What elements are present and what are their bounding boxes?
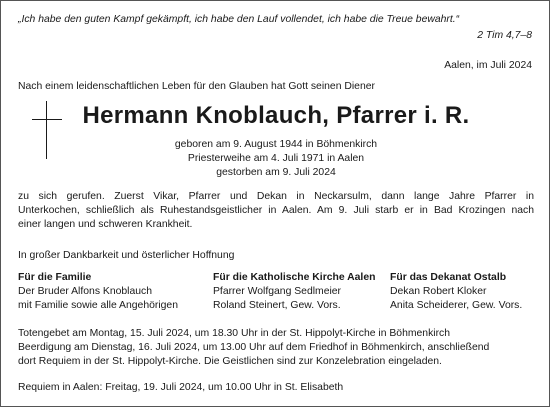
funeral-services	[18, 327, 534, 369]
mourner-line: Roland Steinert, Gew. Vors.	[213, 300, 341, 311]
biography-line: Unterkochen, schließlich als Ruhestandsgeistlicher in Aalen. Am 9. Juli starb er in Bad Krozingen nach	[18, 205, 534, 216]
place-date: Aalen, im Juli 2024	[444, 60, 532, 71]
requiem-info: Requiem in Aalen: Freitag, 19. Juli 2024, um 10.00 Uhr in St. Elisabeth	[18, 382, 344, 393]
mourners-heading: Für die Familie	[18, 272, 92, 283]
intro-text: Nach einem leidenschaftlichen Leben für den Glauben hat Gott seinen Diener	[18, 81, 375, 92]
bible-reference: 2 Tim 4,7–8	[477, 30, 532, 41]
service-line: dort Requiem in der St. Hippolyt-Kirche. Die Geistlichen sind zur Konzelebration eingeladen.	[18, 356, 442, 367]
life-dates	[1, 138, 550, 180]
deceased-name: Hermann Knoblauch, Pfarrer i. R.	[82, 102, 470, 129]
mourners-family	[18, 271, 178, 313]
death-date: gestorben am 9. Juli 2024	[216, 167, 336, 178]
bible-quote: „Ich habe den guten Kampf gekämpft, ich habe den Lauf vollendet, ich habe die Treue bewahrt.“	[18, 14, 460, 25]
birth-date: geboren am 9. August 1944 in Böhmenkirch	[174, 139, 378, 150]
mourner-line: mit Familie sowie alle Angehörigen	[18, 300, 178, 311]
biography-line: zu sich gerufen. Zuerst Vikar, Pfarrer und Dekan in Neckarsulm, dann lange Jahre Pfarrer in	[18, 191, 534, 202]
mourner-line: Der Bruder Alfons Knoblauch	[18, 286, 153, 297]
mourner-line: Dekan Robert Kloker	[390, 286, 487, 297]
mourners-deanery	[390, 271, 522, 313]
mourner-line: Pfarrer Wolfgang Sedlmeier	[213, 286, 342, 297]
mourners-church	[213, 271, 375, 313]
mourners-heading: Für die Katholische Kirche Aalen	[213, 272, 376, 283]
biography-line: einer langen und schweren Krankheit.	[18, 219, 193, 230]
service-line: Beerdigung am Dienstag, 16. Juli 2024, um 13.00 Uhr auf dem Friedhof in Böhmenkirch, anschließend	[18, 342, 490, 353]
biography-text	[18, 190, 534, 232]
thanks-line: In großer Dankbarkeit und österlicher Hoffnung	[18, 250, 235, 261]
service-line: Totengebet am Montag, 15. Juli 2024, um 18.30 Uhr in der St. Hippolyt-Kirche in Böhmenkirch	[18, 328, 451, 339]
ordination-date: Priesterweihe am 4. Juli 1971 in Aalen	[187, 153, 365, 164]
mourner-line: Anita Scheiderer, Gew. Vors.	[390, 300, 523, 311]
mourners-heading: Für das Dekanat Ostalb	[390, 272, 507, 283]
